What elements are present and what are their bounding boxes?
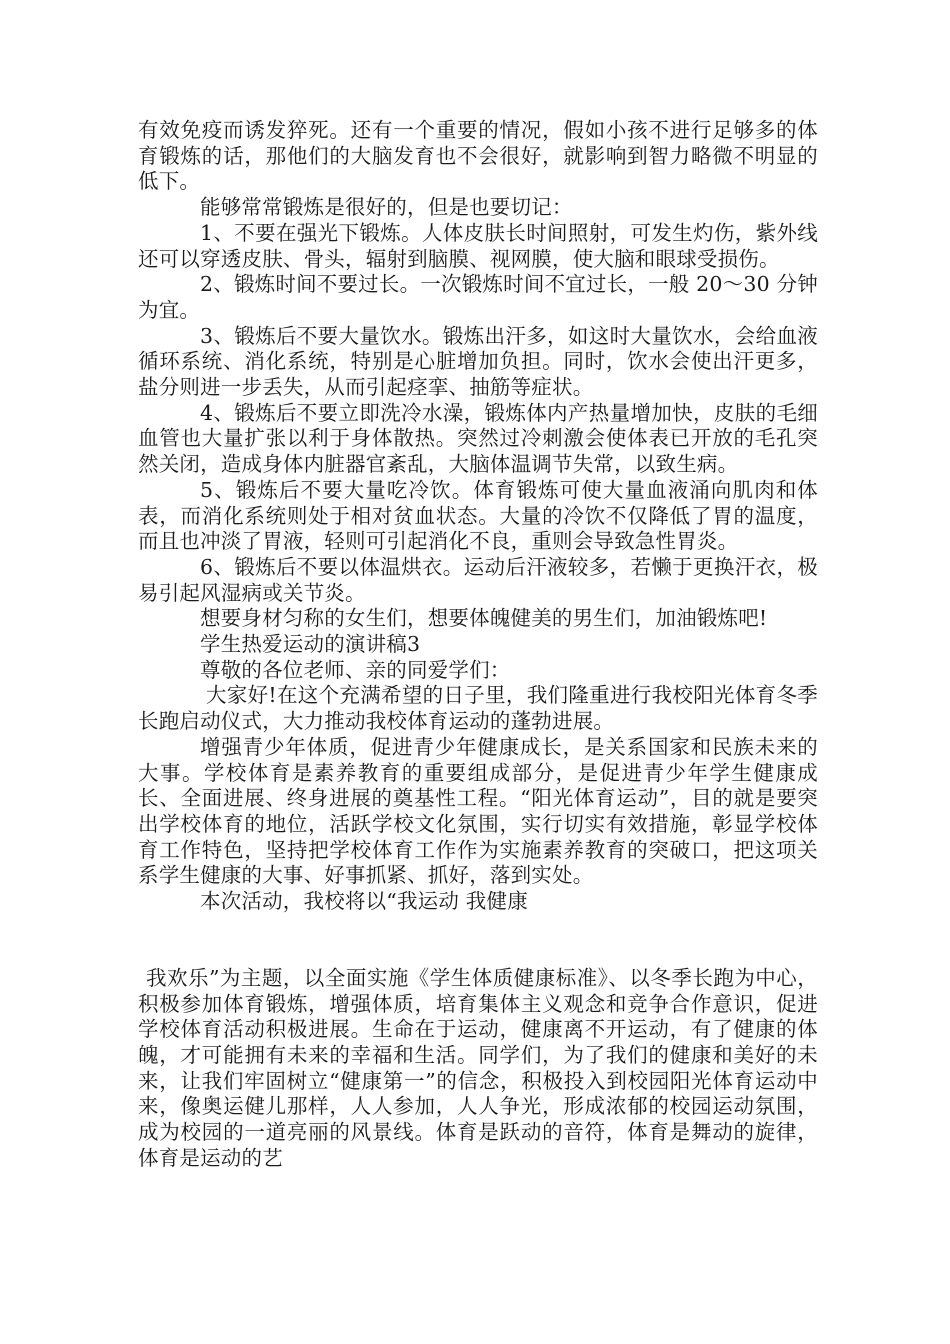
paragraph-tip-5: 5、锻炼后不要大量吃冷饮。体育锻炼可使大量血液涌向肌肉和体表，而消化系统则处于相对贫血状态。大量的冷饮不仅降低了胃的温度，而且也冲淡了胃液，轻则可引起消化不良，重则会导致急性胃炎。 [138,477,818,554]
speech-paragraph-continuation: 我欢乐”为主题，以全面实施《学生体质健康标准》、以冬季长跑为中心，积极参加体育锻炼，增强体质，培育集体主义观念和竞争合作意识，促进学校体育活动积极进展。生命在于运动，健康离不开运动，有了健康的体魄，才可能拥有未来的幸福和生活。同学们，为了我们的健康和美好的未来，让我们牢固树立“健康第一”的信念，积极投入到校园阳光体育运动中来，像奥运健儿那样，人人参加，人人争光，形成浓郁的校园运动氛围，成为校园的一道亮丽的风景线。体育是跃动的音符，体育是舞动的旋律，体育是运动的艺 [138,965,818,1170]
speech-salutation: 尊敬的各位老师、亲的同爱学们： [200,657,511,682]
paragraph-tip-4: 4、锻炼后不要立即洗冷水澡，锻炼体内产热量增加快，皮肤的毛细血管也大量扩张以利于身体散热。突然过冷刺激会使体表已开放的毛孔突然关闭，造成身体内脏器官紊乱，大脑体温调节失常，以致生病。 [138,400,818,477]
paragraph-tip-2: 2、锻炼时间不要过长。一次锻炼时间不宜过长，一般 20～30 分钟为宜。 [138,272,818,322]
paragraph-continuation: 有效免疫而诱发猝死。还有一个重要的情况，假如小孩不进行足够多的体育锻炼的话，那他们的大脑发育也不会很好，就影响到智力略微不明显的低下。 [138,118,818,194]
paragraph-exercise-intro: 能够常常锻炼是很好的，但是也要切记： [200,195,573,220]
paragraph-exhortation: 想要身材匀称的女生们，想要体魄健美的男生们，加油锻炼吧! [200,606,768,631]
speech-paragraph-youth: 增强青少年体质，促进青少年健康成长，是关系国家和民族未来的大事。学校体育是素养教育的重要组成部分，是促进青少年学生健康成长、全面进展、终身进展的奠基性工程。“阳光体育运动”，目的就是要突出学校体育的地位，活跃学校文化氛围，实行切实有效措施，彰显学校体育工作特色，坚持把学校体育工作作为实施素养教育的突破口，把这项关系学生健康的大事、好事抓紧、抓好，落到实处。 [138,734,818,888]
paragraph-tip-1: 1、不要在强光下锻炼。人体皮肤长时间照射，可发生灼伤，紫外线还可以穿透皮肤、骨头，辐射到脑膜、视网膜，使大脑和眼球受损伤。 [138,220,818,271]
speech-title: 学生热爱运动的演讲稿3 [200,632,421,657]
speech-paragraph-activity: 本次活动，我校将以“我运动 我健康 [200,889,528,914]
document-body [138,118,818,1171]
paragraph-tip-3: 3、锻炼后不要大量饮水。锻炼出汗多，如这时大量饮水，会给血液循环系统、消化系统，特别是心脏增加负担。同时，饮水会使出汗更多，盐分则进一步丢失，从而引起痉挛、抽筋等症状。 [138,323,818,400]
paragraph-tip-6: 6、锻炼后不要以体温烘衣。运动后汗液较多，若懒于更换汗衣，极易引起风湿病或关节炎。 [138,554,818,605]
blank-gap [138,915,818,966]
speech-greeting: 大家好!在这个充满希望的日子里，我们隆重进行我校阳光体育冬季长跑启动仪式，大力推动我校体育运动的蓬勃进展。 [138,683,818,734]
